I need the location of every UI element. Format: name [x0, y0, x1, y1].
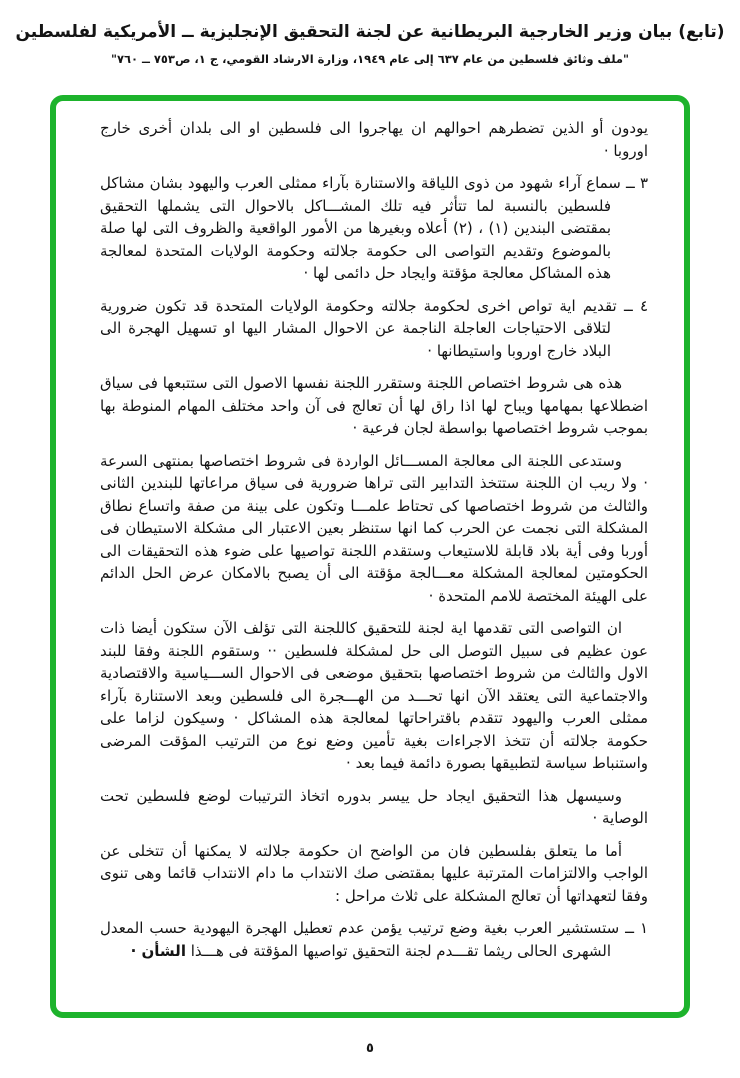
document-header	[0, 22, 740, 66]
numbered-item-4	[100, 295, 648, 363]
item-number: ١ ــ	[625, 919, 648, 937]
numbered-item-1	[100, 917, 648, 962]
header-title: (تابع) بيان وزير الخارجية البريطانية عن لجنة التحقيق الإنجليزية ــ الأمريكية لفلسطين	[15, 22, 725, 42]
paragraph-mandate-obligations: أما ما يتعلق بفلسطين فان من الواضح ان حكومة جلالته لا يمكنها أن تتخلى عن الواجب والالتزامات المترتبة عليها بمقتضى صك الانتداب ما دام الانتداب قائما وهى تنوى وفقا لتعهداتها أن تعالج المشكلة على ثلاث مراحل :	[100, 841, 648, 905]
item-number: ٤ ــ	[623, 296, 648, 315]
paragraph-terms-of-reference: هذه هى شروط اختصاص اللجنة وستقرر اللجنة نفسها الاصول التى ستتبعها فى سياق اضطلاعها بمهامها ويباح لها اذا راق لها أن تعالج فى آن واحد مختلف المهام المنوطة بها بموجب شروط اختصاصها بواسطة لجان فرعية ·	[100, 374, 648, 437]
document-body	[100, 117, 648, 972]
header-source-citation: "ملف وثائق فلسطين من عام ٦٣٧ إلى عام ١٩٤٩، وزارة الارشاد القومي، ج ١، ص٧٥٣ ــ ٧٦٠"	[110, 52, 630, 66]
item-number: ٣ ــ	[626, 174, 648, 192]
item-text: سماع آراء شهود من ذوى اللياقة والاستنارة بآراء ممثلى العرب واليهود بشان مشاكل فلسطين بالنسبة لما تتأثر فيه تلك المشـــاكل بالاحوال التى يشملها التحقيق بمقتضى البندين (١) ، (٢) أعلاه وبغيرها من الأمور الواقعية والظروف التى لها صلة بالموضوع وتقديم التواصى الى حكومة جلالته وحكومة الولايات المتحدة لمعالجة هذه المشاكل معالجة مؤقتة وايجاد حل دائمى لها ·	[100, 174, 621, 282]
paragraph-committee-procedure: وستدعى اللجنة الى معالجة المســـائل الواردة فى شروط اختصاصها بمنتهى السرعة · ولا ريب ان اللجنة ستتخذ التدابير التى تراها ضرورية فى سياق مراعاتها للبندين الثانى والثالث من شروط اختصاصها كى تحتاط علمـــا وتكون على بينة من صفة واتساع نطاق المشكلة التى نجمت عن الحرب كما انها ستنظر بعين الاعتبار الى مشكلة الاستيطان فى أوربا وفى أية بلاد قابلة للاستيعاب وستقدم اللجنة تواصيها على ضوء هذه التحقيقات الى الحكومتين لمعالجة المشكلة معـــالجة مؤقتة الى أن يصبح بالامكان عرض الحل الدائم على الهيئة المختصة للامم المتحدة ·	[100, 451, 648, 605]
paragraph-recommendations: ان التواصى التى تقدمها اية لجنة للتحقيق كاللجنة التى تؤلف الآن ستكون أيضا ذات عون عظيم فى سبيل التوصل الى حل لمشكلة فلسطين ·· وستقوم اللجنة وفقا للبند الاول والثالث من شروط اختصاصها بتحقيق موضعى فى الاحوال الســـياسية والاقتصادية والاجتماعية التى يعتقد الآن انها تحـــد من الهـــجرة الى فلسطين وبعد الاستنارة بآراء ممثلى العرب واليهود تتقدم باقتراحاتها لمعالجة هذه المشاكل · وسيكون لزاما على حكومة جلالته أن تتخذ الاجراءات بغية تأمين وضع نوع من الترتيب المؤقت المرضى واستنباط سياسة لتطبيقها بصورة دائمة فيما بعد ·	[100, 619, 648, 772]
numbered-item-3	[100, 172, 648, 285]
page-number: ٥	[366, 1041, 374, 1056]
paragraph-continuation: يودون أو الذين تضطرهم احوالهم ان يهاجروا الى فلسطين او الى بلدان أخرى خارج اوروبا ·	[100, 119, 648, 160]
item-emphasis-text: الشأن ·	[130, 941, 186, 960]
item-text: ستستشير العرب بغية وضع ترتيب يؤمن عدم تعطيل الهجرة اليهودية حسب المعدل الشهرى الحالى ريثما تقـــدم لجنة التحقيق تواصيها المؤقتة فى هـــذا	[100, 919, 620, 960]
paragraph-trusteeship: وسيسهل هذا التحقيق ايجاد حل ييسر بدوره اتخاذ الترتيبات لوضع فلسطين تحت الوصاية ·	[100, 786, 648, 827]
item-text: تقديم اية تواص اخرى لحكومة جلالته وحكومة الولايات المتحدة قد تكون ضرورية لتلاقى الاحتياجات العاجلة الناجمة عن الاحوال المشار اليها او تسهيل الهجرة الى البلاد خارج اوروبا واستيطانها ·	[100, 296, 617, 360]
